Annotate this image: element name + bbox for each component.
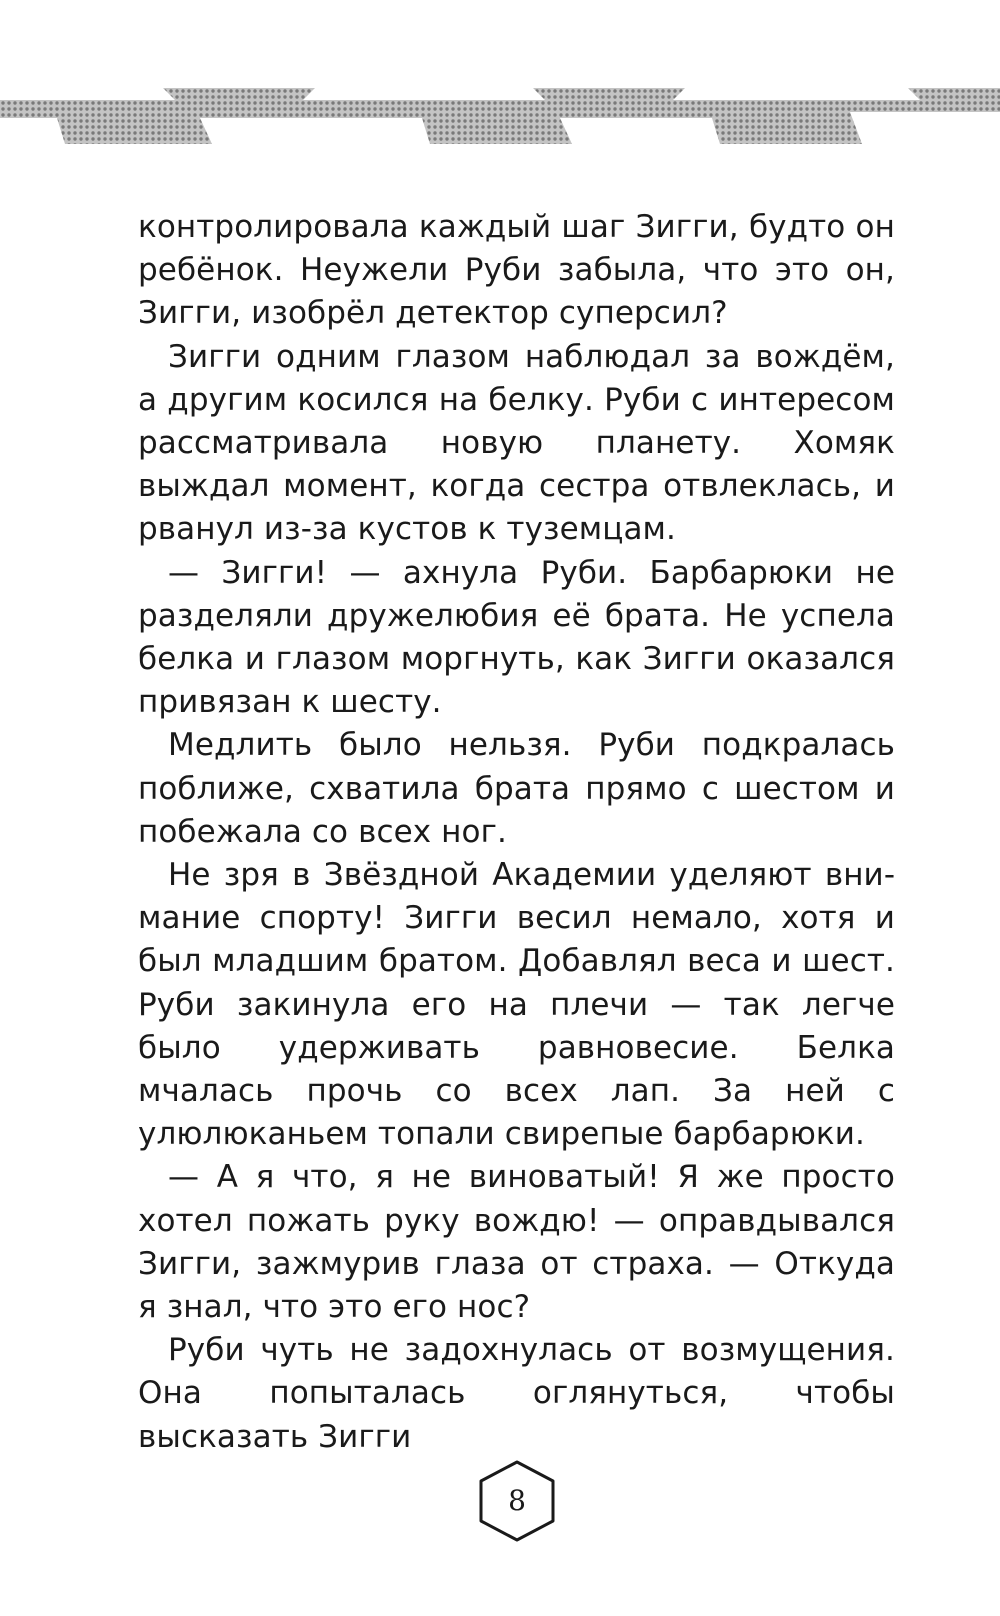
paragraph-4: Медлить было нельзя. Руби подкралась поближе, схватила брата прямо с шестом и побежала со всех ног. — [138, 727, 895, 850]
paragraph-1: контролировала каждый шаг Зигги, будто он ребёнок. Неужели Руби забыла, что это он, Зигги, изобрёл детектор суперсил? — [138, 209, 895, 332]
page-number: 8 — [508, 1484, 526, 1517]
lightning-band-graphic — [0, 88, 1000, 150]
paragraph-3: — Зигги! — ахнула Руби. Барбарюки не разделяли дружелюбия её брата. Не успела белка и глазом моргнуть, как Зигги оказался привязан к шесту. — [138, 554, 895, 721]
page-number-badge — [477, 1459, 557, 1543]
paragraph-2: Зигги одним глазом наблюдал за вождём, а другим косился на белку. Руби с интересом рассматривала новую планету. Хомяк выждал момент, когда сестра отвлеклась, и рванул из-за кустов к туземцам. — [138, 338, 895, 548]
paragraph-6: — А я что, я не виноватый! Я же просто хотел пожать руку вождю! — оправдывался Зигги, зажмурив глаза от страха. — Откуда я знал, что это его нос? — [138, 1159, 895, 1326]
header-lightning-band — [0, 88, 1000, 150]
lightning-band-shape — [0, 88, 1000, 144]
paragraph-5: Не зря в Звёздной Академии уделяют внимание спорту! Зигги весил немало, хотя и был младшим братом. Добавлял веса и шест. Руби закинула его на плечи — так легче было удерживать равновесие. Белка мчалась прочь со всех лап. За ней с улюлюканьем топали свирепые барбарюки. — [138, 857, 895, 1153]
paragraph-7: Руби чуть не задохнулась от возмущения. Она попыталась оглянуться, чтобы высказать Зигги — [138, 1332, 895, 1455]
body-text — [138, 206, 895, 1459]
